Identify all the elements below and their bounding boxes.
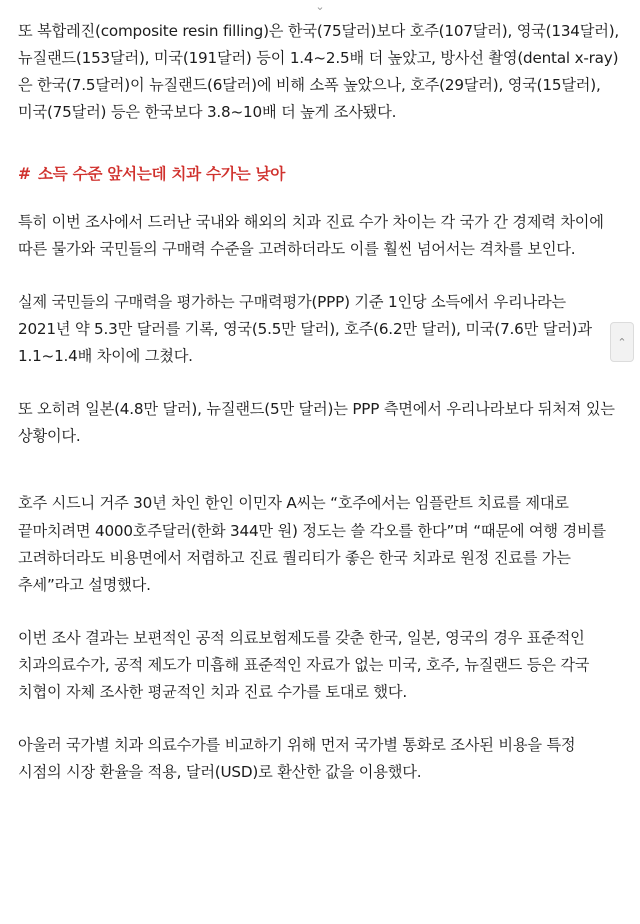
paragraph: 또 복합레진(composite resin filling)은 한국(75달러)보다 호주(107달러), 영국(134달러), 뉴질랜드(153달러), 미국(191달러) 등이 1.4~2.5배 더 높았고, 방사선 촬영(dental x-ray)은 한국(7.5달러)이 뉴질랜드(6달러)에 비해 소폭 높았으나, 호주(29달러), 영국(15달러), 미국(75달러) 등은 한국보다 3.8~10배 더 높게 조사됐다. [18, 22, 620, 122]
section-subheading [18, 162, 622, 187]
paragraph: 실제 국민들의 구매력을 평가하는 구매력평가(PPP) 기준 1인당 소득에서 우리나라는 2021년 약 5.3만 달러를 기록, 영국(5.5만 달러), 호주(6.2만 달러), 미국(7.6만 달러)과 1.1~1.4배 차이에 그쳤다. [18, 293, 592, 366]
article-body [18, 0, 622, 786]
paragraph: 또 오히려 일본(4.8만 달러), 뉴질랜드(5만 달러)는 PPP 측면에서 우리나라보다 뒤처져 있는 상황이다. [18, 400, 615, 446]
scroll-to-top-button[interactable]: ⌃ [610, 322, 634, 362]
paragraph: 호주 시드니 거주 30년 차인 한인 이민자 A씨는 “호주에서는 임플란트 치료를 제대로 끝마치려면 4000호주달러(한화 344만 원) 정도는 쓸 각오를 한다”며 “때문에 여행 경비를 고려하더라도 비용면에서 저렴하고 진료 퀄리티가 좋은 한국 치과로 원정 진료를 가는 추세”라고 설명했다. [18, 494, 606, 594]
paragraph: 아울러 국가별 치과 의료수가를 비교하기 위해 먼저 국가별 통화로 조사된 비용을 특정 시점의 시장 환율을 적용, 달러(USD)로 환산한 값을 이용했다. [18, 735, 576, 781]
paragraph: 특히 이번 조사에서 드러난 국내와 해외의 치과 진료 수가 차이는 각 국가 간 경제력 차이에 따른 물가와 국민들의 구매력 수준을 고려하더라도 이를 훨씬 넘어서는 격차를 보인다. [18, 213, 604, 259]
hash-marker: # [18, 165, 31, 184]
paragraph: 이번 조사 결과는 보편적인 공적 의료보험제도를 갖춘 한국, 일본, 영국의 경우 표준적인 치과의료수가, 공적 제도가 미흡해 표준적인 자료가 없는 미국, 호주, 뉴질랜드 등은 각국 치협이 자체 조사한 평균적인 치과 진료 수가를 토대로 했다. [18, 628, 590, 701]
chevron-down-icon[interactable]: ⌄ [315, 0, 325, 13]
paragraph-spacer [18, 476, 622, 490]
section-subheading-text: 소득 수준 앞서는데 치과 수가는 낮아 [32, 165, 286, 184]
